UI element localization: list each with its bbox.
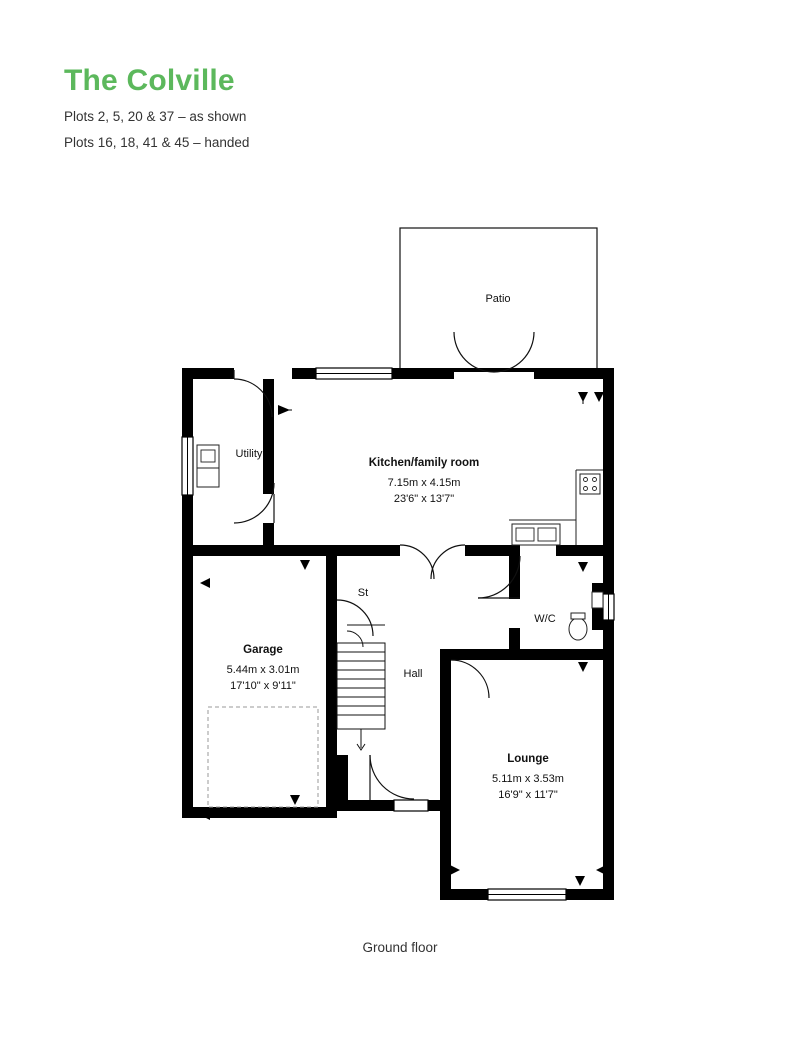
floor-caption: Ground floor (362, 940, 438, 955)
plot-line-as-shown: Plots 2, 5, 20 & 37 – as shown (64, 109, 247, 124)
room-label-lounge: Lounge (507, 753, 549, 765)
room-label-patio: Patio (485, 293, 511, 305)
room-dim-metric-lounge: 5.11m x 3.53m (492, 773, 564, 785)
plot-line-handed: Plots 16, 18, 41 & 45 – handed (64, 135, 250, 151)
utility-fixtures (197, 445, 219, 487)
room-dim-metric-garage: 5.44m x 3.01m (226, 664, 300, 676)
room-dim-imperial-garage: 17'10" x 9'11" (230, 680, 296, 692)
room-label-wc: W/C (534, 613, 556, 625)
page-title: The Colville (64, 64, 235, 97)
room-dim-metric-kitchen: 7.15m x 4.15m (387, 477, 461, 489)
house-floor-fill (182, 368, 614, 818)
room-label-st: St (357, 587, 369, 599)
room-dim-imperial-kitchen: 23'6" x 13'7" (393, 493, 455, 505)
room-label-kitchen: Kitchen/family room (368, 457, 480, 469)
room-label-hall: Hall (403, 668, 423, 680)
room-label-utility: Utility (235, 448, 263, 460)
room-label-garage: Garage (243, 644, 283, 656)
room-dim-imperial-lounge: 16'9" x 11'7" (498, 789, 558, 801)
